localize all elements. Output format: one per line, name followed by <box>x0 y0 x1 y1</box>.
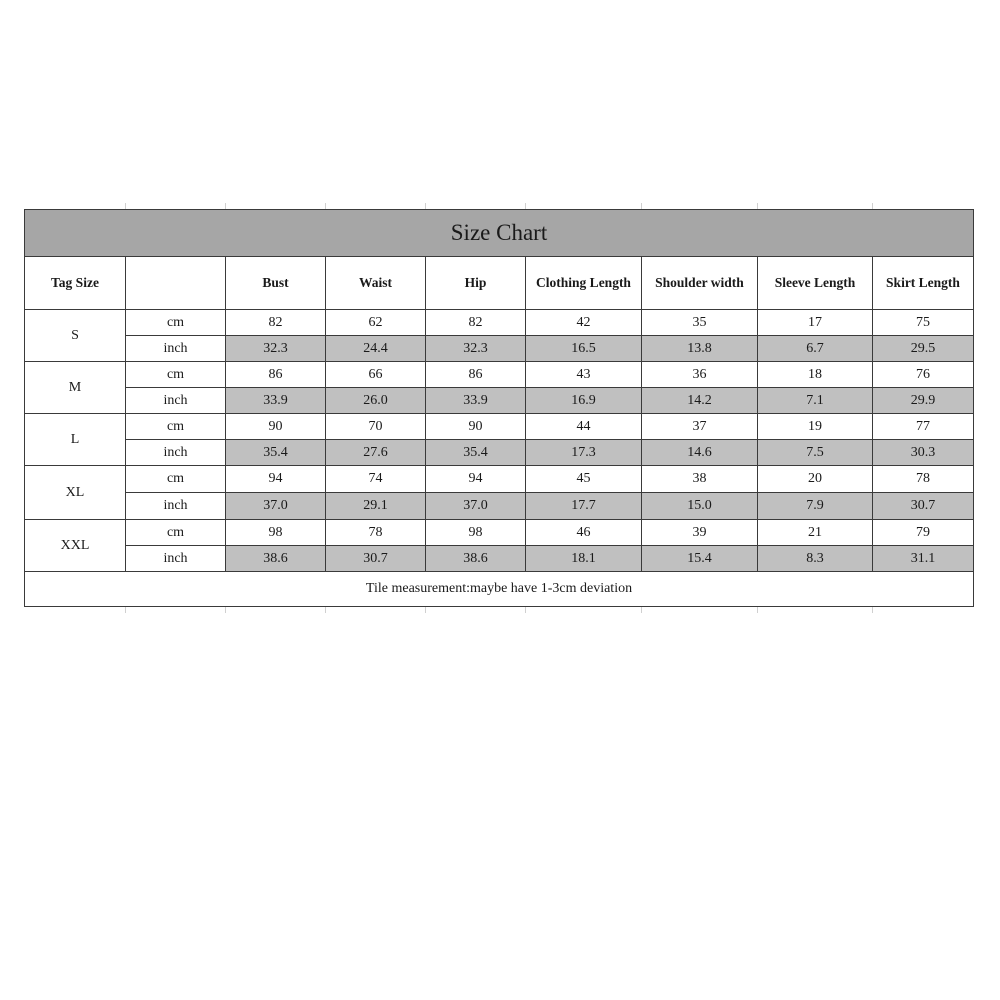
measurement-cell: 36 <box>642 362 758 388</box>
measurement-cell: 16.9 <box>526 388 642 414</box>
guide-mark <box>525 607 526 613</box>
measurement-note: Tile measurement:maybe have 1-3cm deviation <box>25 572 974 607</box>
measurement-cell: 98 <box>426 520 526 546</box>
guide-mark <box>425 203 426 209</box>
unit-cell: inch <box>126 336 226 362</box>
tag-size-cell: S <box>25 310 126 362</box>
header-skirt-length: Skirt Length <box>873 257 974 310</box>
tag-size-cell: XL <box>25 466 126 520</box>
measurement-cell: 14.6 <box>642 440 758 466</box>
size-row-l-inch <box>25 440 974 466</box>
measurement-cell: 33.9 <box>226 388 326 414</box>
measurement-cell: 29.9 <box>873 388 974 414</box>
unit-cell: inch <box>126 493 226 520</box>
measurement-cell: 16.5 <box>526 336 642 362</box>
measurement-cell: 7.5 <box>758 440 873 466</box>
measurement-cell: 62 <box>326 310 426 336</box>
guide-mark <box>125 203 126 209</box>
measurement-cell: 45 <box>526 466 642 493</box>
unit-cell: cm <box>126 310 226 336</box>
measurement-cell: 26.0 <box>326 388 426 414</box>
chart-title: Size Chart <box>25 210 974 257</box>
size-chart-table <box>24 209 974 607</box>
measurement-cell: 78 <box>873 466 974 493</box>
measurement-cell: 30.7 <box>873 493 974 520</box>
measurement-cell: 19 <box>758 414 873 440</box>
measurement-cell: 86 <box>226 362 326 388</box>
measurement-cell: 79 <box>873 520 974 546</box>
measurement-cell: 35 <box>642 310 758 336</box>
measurement-cell: 37 <box>642 414 758 440</box>
size-row-m-cm <box>25 362 974 388</box>
measurement-cell: 94 <box>226 466 326 493</box>
measurement-cell: 20 <box>758 466 873 493</box>
guide-mark <box>872 203 873 209</box>
measurement-cell: 37.0 <box>226 493 326 520</box>
unit-cell: cm <box>126 362 226 388</box>
guide-mark <box>641 203 642 209</box>
measurement-cell: 32.3 <box>226 336 326 362</box>
guide-mark <box>757 607 758 613</box>
measurement-cell: 17.3 <box>526 440 642 466</box>
measurement-cell: 7.9 <box>758 493 873 520</box>
size-row-m-inch <box>25 388 974 414</box>
measurement-cell: 42 <box>526 310 642 336</box>
measurement-cell: 32.3 <box>426 336 526 362</box>
measurement-cell: 35.4 <box>426 440 526 466</box>
measurement-cell: 13.8 <box>642 336 758 362</box>
measurement-cell: 77 <box>873 414 974 440</box>
unit-cell: cm <box>126 466 226 493</box>
measurement-cell: 78 <box>326 520 426 546</box>
measurement-cell: 30.3 <box>873 440 974 466</box>
guide-mark <box>225 607 226 613</box>
measurement-cell: 38.6 <box>226 546 326 572</box>
tag-size-cell: L <box>25 414 126 466</box>
measurement-cell: 29.1 <box>326 493 426 520</box>
size-row-xl-inch <box>25 493 974 520</box>
measurement-cell: 33.9 <box>426 388 526 414</box>
header-shoulder-width: Shoulder width <box>642 257 758 310</box>
unit-cell: inch <box>126 440 226 466</box>
guide-mark <box>872 607 873 613</box>
measurement-cell: 24.4 <box>326 336 426 362</box>
header-hip: Hip <box>426 257 526 310</box>
unit-cell: inch <box>126 546 226 572</box>
measurement-cell: 37.0 <box>426 493 526 520</box>
measurement-cell: 75 <box>873 310 974 336</box>
measurement-cell: 70 <box>326 414 426 440</box>
header-row <box>25 257 974 310</box>
measurement-cell: 14.2 <box>642 388 758 414</box>
measurement-cell: 46 <box>526 520 642 546</box>
measurement-cell: 17.7 <box>526 493 642 520</box>
measurement-cell: 8.3 <box>758 546 873 572</box>
measurement-cell: 74 <box>326 466 426 493</box>
tag-size-cell: XXL <box>25 520 126 572</box>
measurement-cell: 6.7 <box>758 336 873 362</box>
measurement-cell: 21 <box>758 520 873 546</box>
measurement-cell: 90 <box>426 414 526 440</box>
guide-mark <box>125 607 126 613</box>
unit-cell: inch <box>126 388 226 414</box>
measurement-cell: 18.1 <box>526 546 642 572</box>
guide-mark <box>225 203 226 209</box>
measurement-cell: 86 <box>426 362 526 388</box>
measurement-cell: 82 <box>426 310 526 336</box>
guide-mark <box>325 607 326 613</box>
measurement-cell: 29.5 <box>873 336 974 362</box>
header-tag-size: Tag Size <box>25 257 126 310</box>
guide-mark <box>525 203 526 209</box>
unit-cell: cm <box>126 414 226 440</box>
measurement-cell: 43 <box>526 362 642 388</box>
measurement-cell: 66 <box>326 362 426 388</box>
size-row-xxl-inch <box>25 546 974 572</box>
measurement-cell: 31.1 <box>873 546 974 572</box>
measurement-cell: 17 <box>758 310 873 336</box>
unit-cell: cm <box>126 520 226 546</box>
measurement-cell: 15.0 <box>642 493 758 520</box>
size-row-l-cm <box>25 414 974 440</box>
guide-mark <box>425 607 426 613</box>
measurement-cell: 15.4 <box>642 546 758 572</box>
header-clothing-length: Clothing Length <box>526 257 642 310</box>
header-unit <box>126 257 226 310</box>
size-row-s-inch <box>25 336 974 362</box>
measurement-cell: 82 <box>226 310 326 336</box>
measurement-cell: 76 <box>873 362 974 388</box>
measurement-cell: 39 <box>642 520 758 546</box>
measurement-cell: 30.7 <box>326 546 426 572</box>
measurement-cell: 38.6 <box>426 546 526 572</box>
header-sleeve-length: Sleeve Length <box>758 257 873 310</box>
header-bust: Bust <box>226 257 326 310</box>
size-row-xxl-cm <box>25 520 974 546</box>
measurement-cell: 90 <box>226 414 326 440</box>
measurement-cell: 38 <box>642 466 758 493</box>
measurement-cell: 18 <box>758 362 873 388</box>
size-row-s-cm <box>25 310 974 336</box>
header-waist: Waist <box>326 257 426 310</box>
guide-mark <box>641 607 642 613</box>
size-row-xl-cm <box>25 466 974 493</box>
guide-mark <box>325 203 326 209</box>
measurement-cell: 27.6 <box>326 440 426 466</box>
guide-mark <box>757 203 758 209</box>
measurement-cell: 94 <box>426 466 526 493</box>
measurement-cell: 44 <box>526 414 642 440</box>
measurement-cell: 35.4 <box>226 440 326 466</box>
tag-size-cell: M <box>25 362 126 414</box>
measurement-cell: 98 <box>226 520 326 546</box>
measurement-cell: 7.1 <box>758 388 873 414</box>
